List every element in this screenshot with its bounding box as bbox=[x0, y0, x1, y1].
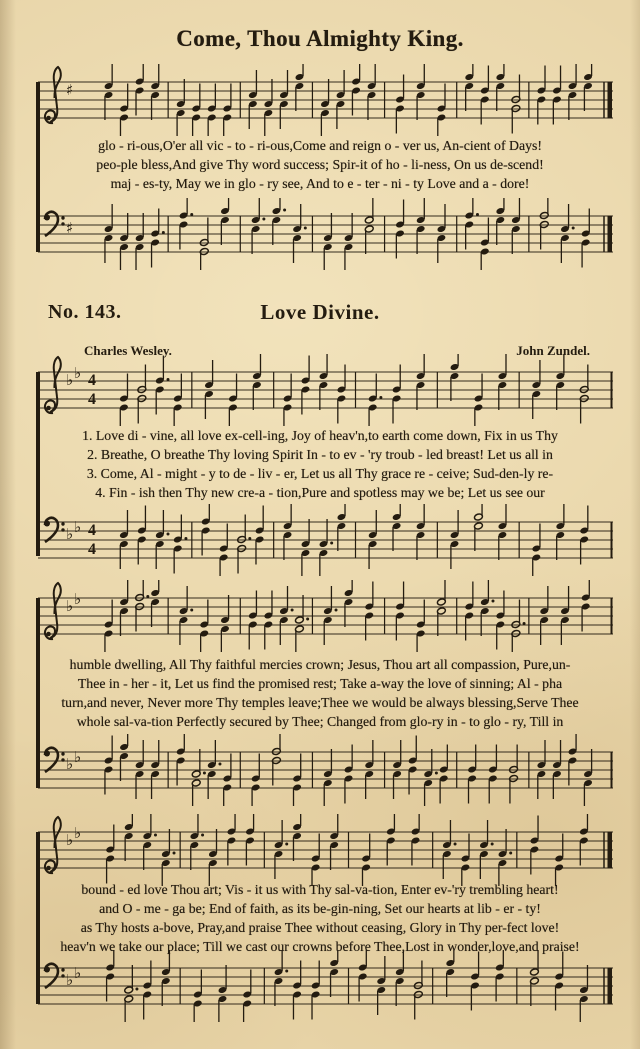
verse-line-2: 2. Breathe, O breathe Thy loving Spirit In - to ev - 'ry troub - led breast! Let us all in bbox=[87, 447, 553, 462]
lyric-line: heav'n we take our place; Till we cast our crowns before Thee,Lost in wonder,love,and praise! bbox=[60, 939, 580, 954]
staff-main2-bass bbox=[38, 732, 613, 808]
lyrics-block-end bbox=[28, 880, 612, 956]
lyric-line: maj - es-ty, May we in glo - ry see, And to e - ter - ni - ty Love and a - dore! bbox=[110, 176, 530, 191]
svg-text:♯: ♯ bbox=[66, 81, 74, 99]
staff-main1-treble bbox=[38, 352, 613, 428]
lyric-line: humble dwelling, All Thy faithful mercies crown; Jesus, Thou art all compassion, Pure,un- bbox=[69, 657, 571, 672]
verse-line-4: 4. Fin - ish then Thy new cre-a - tion,Pure and spotless may we be; Let us see our bbox=[95, 485, 545, 500]
svg-text:♭: ♭ bbox=[66, 371, 74, 389]
staff-main2-treble bbox=[38, 578, 613, 654]
svg-text:4: 4 bbox=[88, 372, 96, 389]
svg-text:4: 4 bbox=[88, 522, 96, 539]
staff-top-treble bbox=[38, 62, 613, 138]
lyric-line: glo - ri-ous,O'er all vic - to - ri-ous,Come and reign o - ver us, An-cient of Days! bbox=[98, 138, 542, 153]
staff-main3-bass bbox=[38, 948, 613, 1024]
svg-text:♭: ♭ bbox=[66, 831, 74, 849]
svg-text:4: 4 bbox=[88, 541, 96, 558]
verses-block bbox=[28, 426, 612, 502]
staff-top-bass bbox=[38, 196, 613, 272]
lyrics-block-top bbox=[28, 136, 612, 193]
lyric-line: and O - me - ga be; End of faith, as its be-gin-ning, Set our hearts at lib - er - ty! bbox=[99, 901, 541, 916]
svg-text:♭: ♭ bbox=[74, 364, 82, 382]
svg-text:♯: ♯ bbox=[66, 219, 74, 237]
svg-text:♭: ♭ bbox=[74, 518, 82, 536]
lyric-line: whole sal-va-tion Perfectly secured by Thee; Changed from glo-ry in - to glo - ry, Till in bbox=[76, 714, 564, 729]
composer-credit: John Zundel. bbox=[516, 343, 590, 358]
svg-text:♭: ♭ bbox=[74, 748, 82, 766]
svg-text:♭: ♭ bbox=[66, 971, 74, 989]
svg-text:♭: ♭ bbox=[66, 597, 74, 615]
hymn-title: Love Divine. bbox=[260, 300, 380, 324]
hymn-number: No. 143. bbox=[48, 301, 122, 323]
svg-text:♭: ♭ bbox=[66, 525, 74, 543]
verse-line-1: 1. Love di - vine, all love ex-cell-ing, Joy of heav'n,to earth come down, Fix in us Thy bbox=[82, 428, 558, 443]
lyric-line: as Thy hosts a-bove, Pray,and praise Thee without ceasing, Glory in Thy per-fect love! bbox=[80, 920, 560, 935]
svg-text:♭: ♭ bbox=[74, 824, 82, 842]
staff-main3-treble bbox=[38, 812, 613, 888]
svg-text:♭: ♭ bbox=[66, 755, 74, 773]
verse-line-3: 3. Come, Al - might - y to de - liv - er, Let us all Thy grace re - ceive; Sud-den-ly re- bbox=[86, 466, 554, 481]
author-credit: Charles Wesley. bbox=[84, 343, 172, 358]
lyric-line: bound - ed love Thou art; Vis - it us with Thy sal-va-tion, Enter ev-'ry trembling heart! bbox=[81, 882, 559, 897]
svg-text:4: 4 bbox=[88, 391, 96, 408]
page-title: Come, Thou Almighty King. bbox=[176, 26, 464, 51]
lyric-line: Thee in - her - it, Let us find the promised rest; Take a-way the love of sinning; Al - pha bbox=[77, 676, 563, 691]
lyric-line: turn,and never, Never more Thy temples leave;Thee we would be always blessing,Serve Thee bbox=[61, 695, 579, 710]
lyrics-block-mid bbox=[28, 655, 612, 731]
svg-text:♭: ♭ bbox=[74, 590, 82, 608]
staff-main1-bass bbox=[38, 502, 613, 578]
svg-text:♭: ♭ bbox=[74, 964, 82, 982]
lyric-line: peo-ple bless,And give Thy word success; Spir-it of ho - li-ness, On us de-scend! bbox=[96, 157, 544, 172]
